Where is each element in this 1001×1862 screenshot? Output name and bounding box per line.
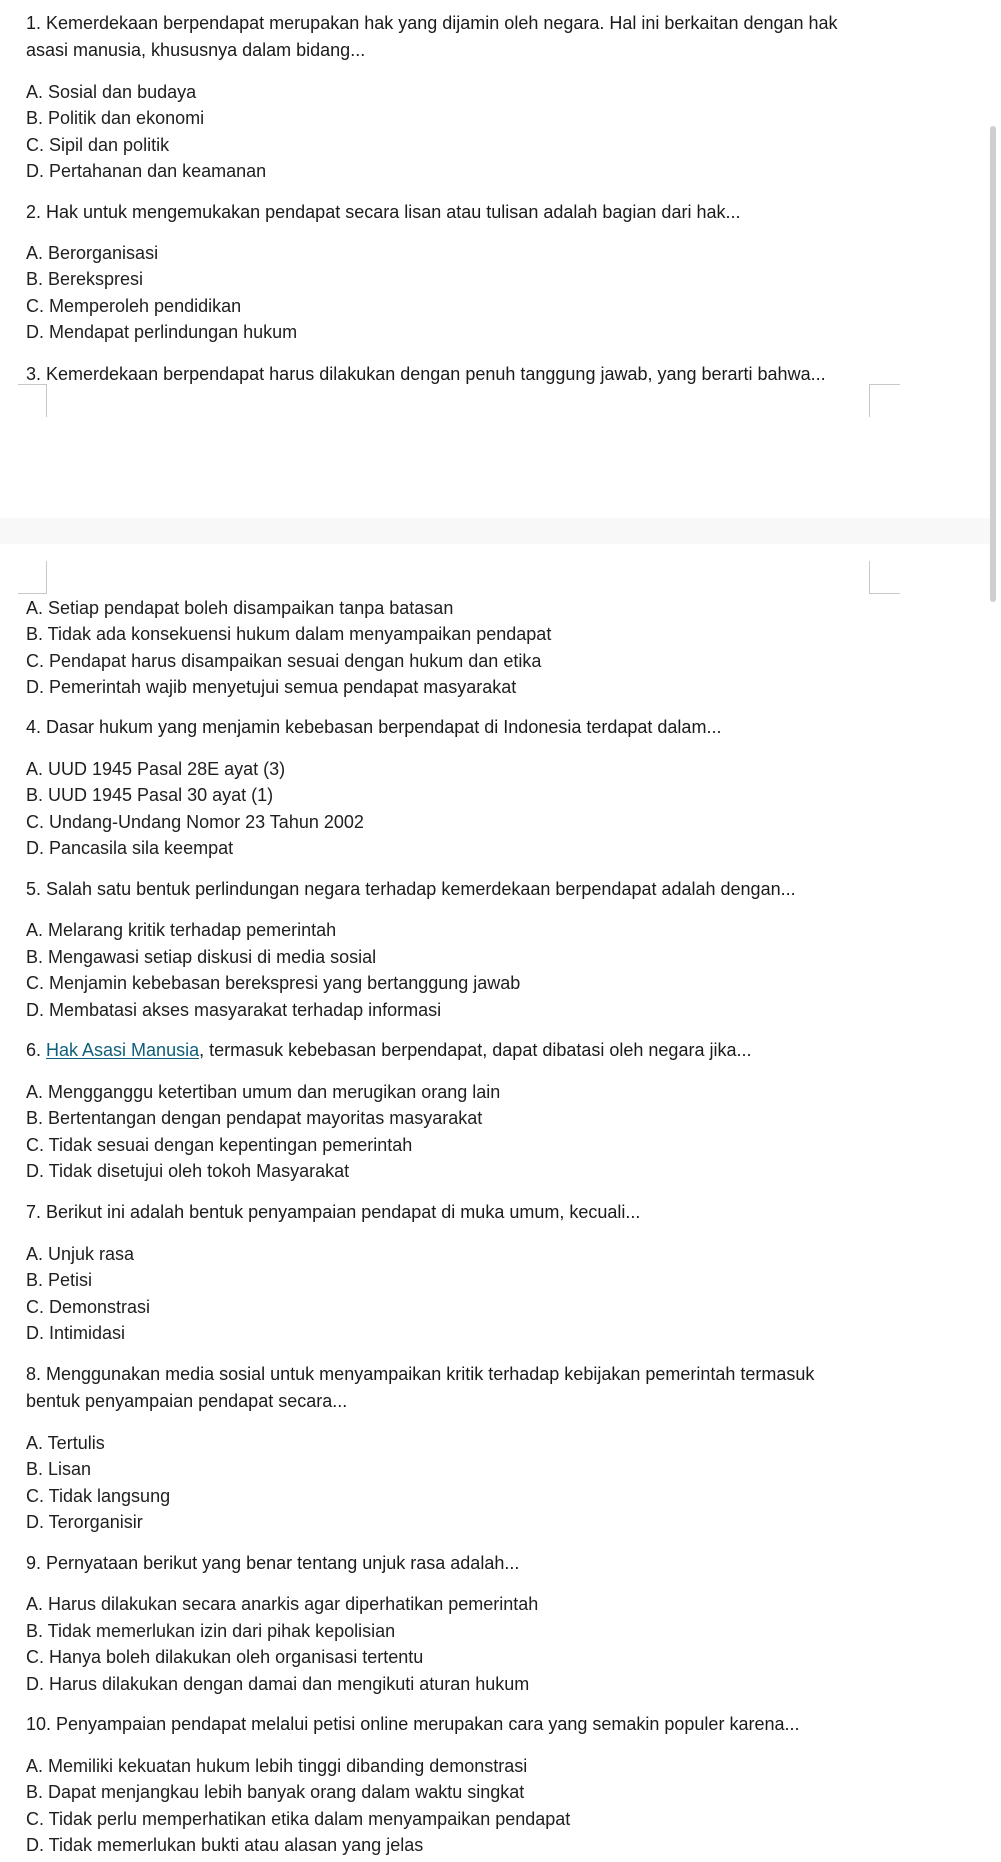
crop-mark-top-left bbox=[18, 384, 47, 417]
question-2-option-b: B. Berekspresi bbox=[26, 269, 144, 289]
hak-asasi-manusia-link[interactable]: Hak Asasi Manusia bbox=[46, 1040, 200, 1060]
crop-mark-bottom-right bbox=[869, 561, 900, 594]
question-4-option-d: D. Pancasila sila keempat bbox=[26, 838, 234, 858]
question-8-option-a: A. Tertulis bbox=[26, 1433, 105, 1453]
question-1-line-2: asasi manusia, khususnya dalam bidang... bbox=[26, 40, 366, 60]
question-6-option-c: C. Tidak sesuai dengan kepentingan pemerintah bbox=[26, 1135, 413, 1155]
question-6-option-d: D. Tidak disetujui oleh tokoh Masyarakat bbox=[26, 1161, 350, 1181]
question-6-option-b: B. Bertentangan dengan pendapat mayoritas masyarakat bbox=[26, 1108, 483, 1128]
question-7-option-a: A. Unjuk rasa bbox=[26, 1244, 135, 1264]
question-8-line-1: 8. Menggunakan media sosial untuk menyampaikan kritik terhadap kebijakan pemerintah termasuk bbox=[26, 1364, 815, 1384]
question-5-option-b: B. Mengawasi setiap diskusi di media sosial bbox=[26, 947, 377, 967]
question-8-line-2: bentuk penyampaian pendapat secara... bbox=[26, 1391, 348, 1411]
question-4-option-c: C. Undang-Undang Nomor 23 Tahun 2002 bbox=[26, 812, 364, 832]
question-3-option-d: D. Pemerintah wajib menyetujui semua pendapat masyarakat bbox=[26, 677, 517, 697]
question-10-option-c: C. Tidak perlu memperhatikan etika dalam menyampaikan pendapat bbox=[26, 1809, 571, 1829]
question-7-option-d: D. Intimidasi bbox=[26, 1323, 126, 1343]
question-3-option-c: C. Pendapat harus disampaikan sesuai dengan hukum dan etika bbox=[26, 651, 542, 671]
question-5-option-d: D. Membatasi akses masyarakat terhadap informasi bbox=[26, 1000, 442, 1020]
question-10-option-a: A. Memiliki kekuatan hukum lebih tinggi dibanding demonstrasi bbox=[26, 1756, 528, 1776]
question-3-option-a: A. Setiap pendapat boleh disampaikan tanpa batasan bbox=[26, 598, 454, 618]
question-1-option-b: B. Politik dan ekonomi bbox=[26, 108, 205, 128]
question-6-option-a: A. Mengganggu ketertiban umum dan merugikan orang lain bbox=[26, 1082, 501, 1102]
question-5-option-c: C. Menjamin kebebasan berekspresi yang bertanggung jawab bbox=[26, 973, 521, 993]
question-4-line-1: 4. Dasar hukum yang menjamin kebebasan berpendapat di Indonesia terdapat dalam... bbox=[26, 717, 722, 737]
question-6-line-1 bbox=[26, 1039, 751, 1061]
crop-mark-top-right bbox=[869, 384, 900, 417]
question-2-option-c: C. Memperoleh pendidikan bbox=[26, 296, 242, 316]
question-7-option-b: B. Petisi bbox=[26, 1270, 93, 1290]
question-1-line-1: 1. Kemerdekaan berpendapat merupakan hak yang dijamin oleh negara. Hal ini berkaitan dengan hak bbox=[26, 13, 838, 33]
question-2-option-a: A. Berorganisasi bbox=[26, 243, 159, 263]
question-8-option-d: D. Terorganisir bbox=[26, 1512, 143, 1532]
question-8-option-c: C. Tidak langsung bbox=[26, 1486, 171, 1506]
question-1-option-c: C. Sipil dan politik bbox=[26, 135, 170, 155]
question-1-option-d: D. Pertahanan dan keamanan bbox=[26, 161, 267, 181]
question-1-option-a: A. Sosial dan budaya bbox=[26, 82, 197, 102]
question-3-line-1: 3. Kemerdekaan berpendapat harus dilakukan dengan penuh tanggung jawab, yang berarti bahwa... bbox=[26, 364, 826, 384]
question-5-line-1: 5. Salah satu bentuk perlindungan negara terhadap kemerdekaan berpendapat adalah dengan... bbox=[26, 879, 796, 899]
question-3-option-b: B. Tidak ada konsekuensi hukum dalam menyampaikan pendapat bbox=[26, 624, 552, 644]
scrollbar-thumb[interactable] bbox=[990, 126, 996, 602]
question-9-option-d: D. Harus dilakukan dengan damai dan mengikuti aturan hukum bbox=[26, 1674, 530, 1694]
question-4-option-b: B. UUD 1945 Pasal 30 ayat (1) bbox=[26, 785, 274, 805]
page-break bbox=[0, 518, 990, 544]
question-2-line-1: 2. Hak untuk mengemukakan pendapat secara lisan atau tulisan adalah bagian dari hak... bbox=[26, 202, 741, 222]
question-9-option-a: A. Harus dilakukan secara anarkis agar diperhatikan pemerintah bbox=[26, 1594, 539, 1614]
question-5-option-a: A. Melarang kritik terhadap pemerintah bbox=[26, 920, 337, 940]
question-7-option-c: C. Demonstrasi bbox=[26, 1297, 151, 1317]
question-7-line-1: 7. Berikut ini adalah bentuk penyampaian pendapat di muka umum, kecuali... bbox=[26, 1202, 641, 1222]
question-9-line-1: 9. Pernyataan berikut yang benar tentang unjuk rasa adalah... bbox=[26, 1553, 520, 1573]
question-6-text: , termasuk kebebasan berpendapat, dapat dibatasi oleh negara jika... bbox=[199, 1040, 752, 1060]
question-10-line-1: 10. Penyampaian pendapat melalui petisi online merupakan cara yang semakin populer karena... bbox=[26, 1714, 800, 1734]
crop-mark-bottom-left bbox=[18, 561, 47, 594]
question-9-option-b: B. Tidak memerlukan izin dari pihak kepolisian bbox=[26, 1621, 396, 1641]
question-10-option-d: D. Tidak memerlukan bukti atau alasan yang jelas bbox=[26, 1835, 424, 1855]
question-9-option-c: C. Hanya boleh dilakukan oleh organisasi tertentu bbox=[26, 1647, 424, 1667]
question-2-option-d: D. Mendapat perlindungan hukum bbox=[26, 322, 298, 342]
question-6-number: 6. bbox=[26, 1040, 47, 1060]
question-4-option-a: A. UUD 1945 Pasal 28E ayat (3) bbox=[26, 759, 286, 779]
question-10-option-b: B. Dapat menjangkau lebih banyak orang dalam waktu singkat bbox=[26, 1782, 525, 1802]
question-8-option-b: B. Lisan bbox=[26, 1459, 92, 1479]
